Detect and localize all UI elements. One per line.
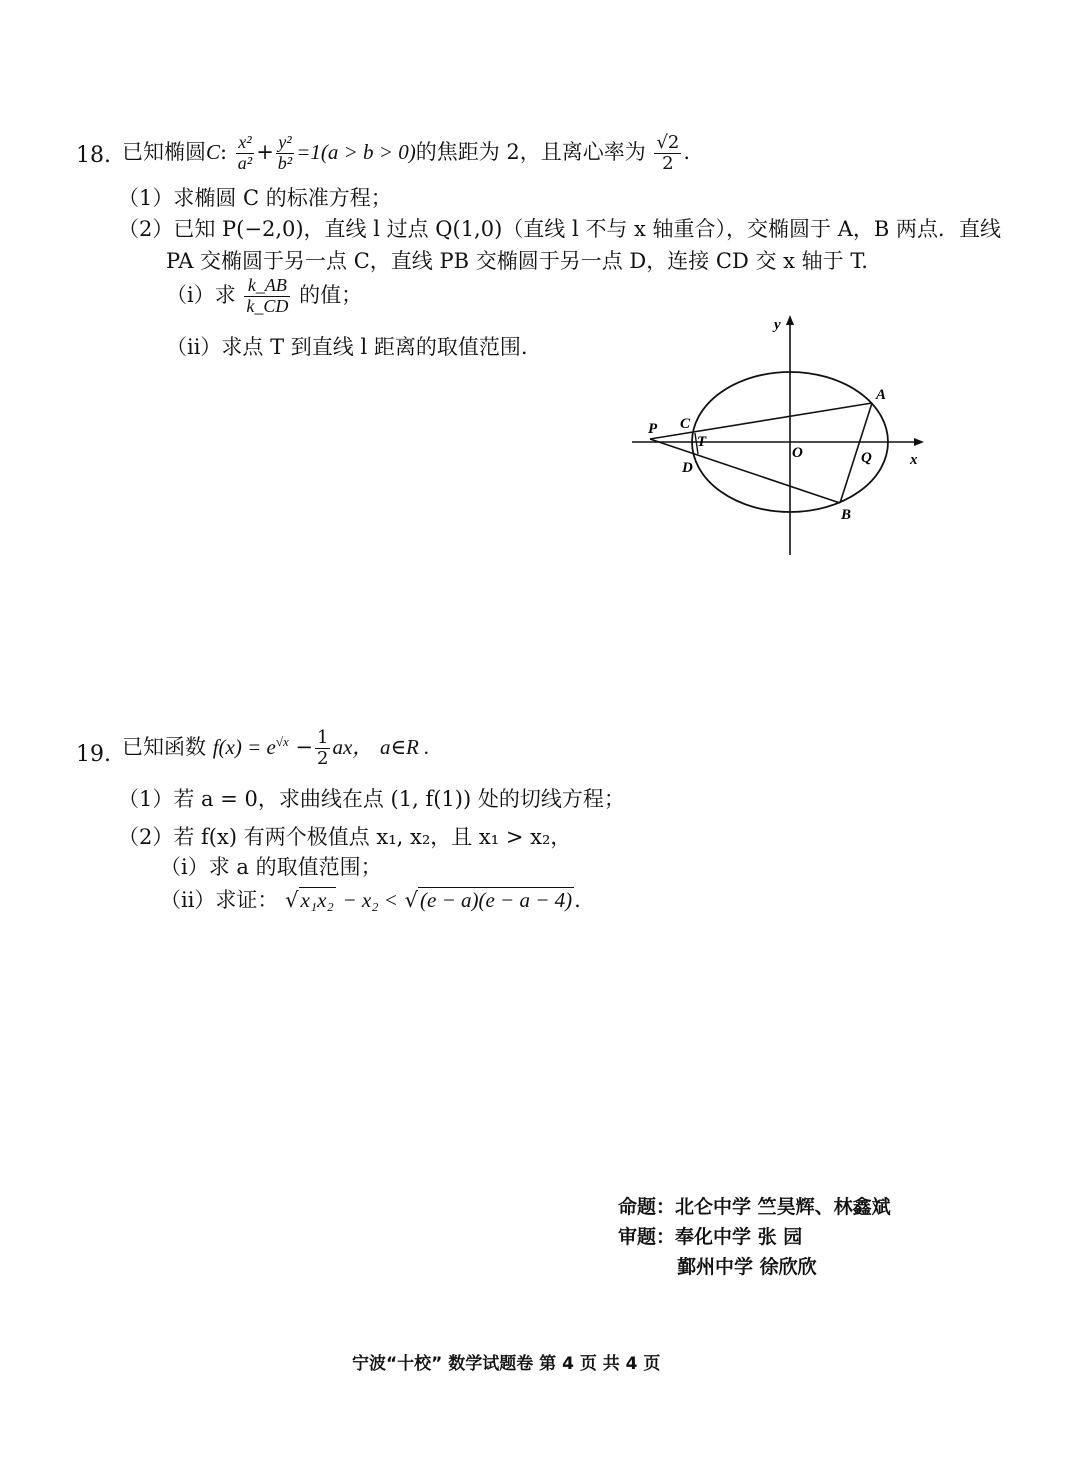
x-axis-arrow	[914, 438, 924, 446]
q19-stem: 已知函数 $f(x) = e^{√x}$ − $\frac{1}{2}$ ax， a∈R .	[122, 727, 430, 769]
label-D: D	[682, 460, 693, 476]
q18-eq-rest: =1(a > b > 0)	[296, 139, 416, 164]
q19-sub-ii: （ii）求证： √x₁x₂ − x₂ < √(e − a)(e − a − 4).	[160, 888, 581, 912]
ellipse-figure	[620, 305, 940, 565]
q18-sub-i: （i）求 $\frac{k\_AB}{k\_CD}$ 的值；	[166, 275, 363, 316]
q18-frac-y: $\frac{\text{y²}}{\text{b²}}$	[277, 132, 293, 173]
line-PB	[650, 439, 840, 503]
label-C: C	[680, 416, 691, 432]
q18-part1: （1）求椭圆 C 的标准方程；	[118, 186, 392, 210]
label-y: y	[774, 317, 781, 333]
q19-part1: （1）若 a = 0，求曲线在点 (1, f(1)) 处的切线方程；	[118, 787, 625, 811]
label-T: T	[697, 434, 707, 450]
q18-part2-line1: （2）已知 P(−2,0)，直线 l 过点 Q(1,0)（直线 l 不与 x 轴重合），交椭圆于 A，B 两点．直线	[118, 217, 1001, 241]
q18-stem-C: C	[206, 139, 221, 164]
label-x: x	[910, 452, 918, 468]
q19-sqrt-x1x2: x₁x₂	[300, 888, 334, 912]
page-footer: 宁波“十校” 数学试题卷 第 4 页 共 4 页	[352, 1354, 661, 1374]
credits-line3: 鄞州中学 徐欣欣	[677, 1256, 817, 1278]
label-O: O	[792, 445, 803, 461]
credits-line1: 命题：北仑中学 竺昊辉、林鑫斌	[618, 1196, 891, 1218]
q19-sqrt-ea: (e − a)(e − a − 4)	[420, 888, 573, 912]
q18-part2-line2: PA 交椭圆于另一点 C，直线 PB 交椭圆于另一点 D，连接 CD 交 x 轴于 T.	[166, 249, 868, 273]
label-Q: Q	[861, 450, 872, 466]
q18-stem-pre: 已知椭圆	[122, 139, 206, 164]
label-P: P	[648, 421, 658, 437]
y-axis-arrow	[786, 315, 794, 325]
q18-sub-ii: （ii）求点 T 到直线 l 距离的取值范围.	[166, 335, 528, 359]
q18-ecc: $\frac{√2}{2}$	[656, 132, 680, 174]
q18-number: 18.	[76, 143, 111, 168]
q19-part2: （2）若 f(x) 有两个极值点 x₁, x₂，且 x₁ > x₂，	[118, 825, 572, 849]
q18-frac-x: $\frac{\text{x²}}{\text{a²}}$	[237, 132, 253, 173]
label-A: A	[876, 387, 887, 403]
q19-number: 19.	[76, 742, 111, 767]
q18-stem-mid: 的焦距为 2，且离心率为	[415, 139, 646, 164]
q18-slope-ratio: $\frac{k\_AB}{k\_CD}$	[246, 275, 289, 316]
q19-half: $\frac{1}{2}$	[317, 727, 329, 769]
q19-sub-i: （i）求 a 的取值范围；	[160, 855, 382, 879]
label-B: B	[841, 507, 852, 523]
credits-line2: 审题：奉化中学 张 园	[618, 1226, 803, 1248]
q18-stem: 已知椭圆C: $\frac{\text{x²}}{\text{a²}}$ + $\frac{\text{y²}}{\text{b²}}$ =1(a > b > 0)的焦距为 2，且离心率为 $\frac{√2}{2}$ .	[122, 132, 691, 174]
